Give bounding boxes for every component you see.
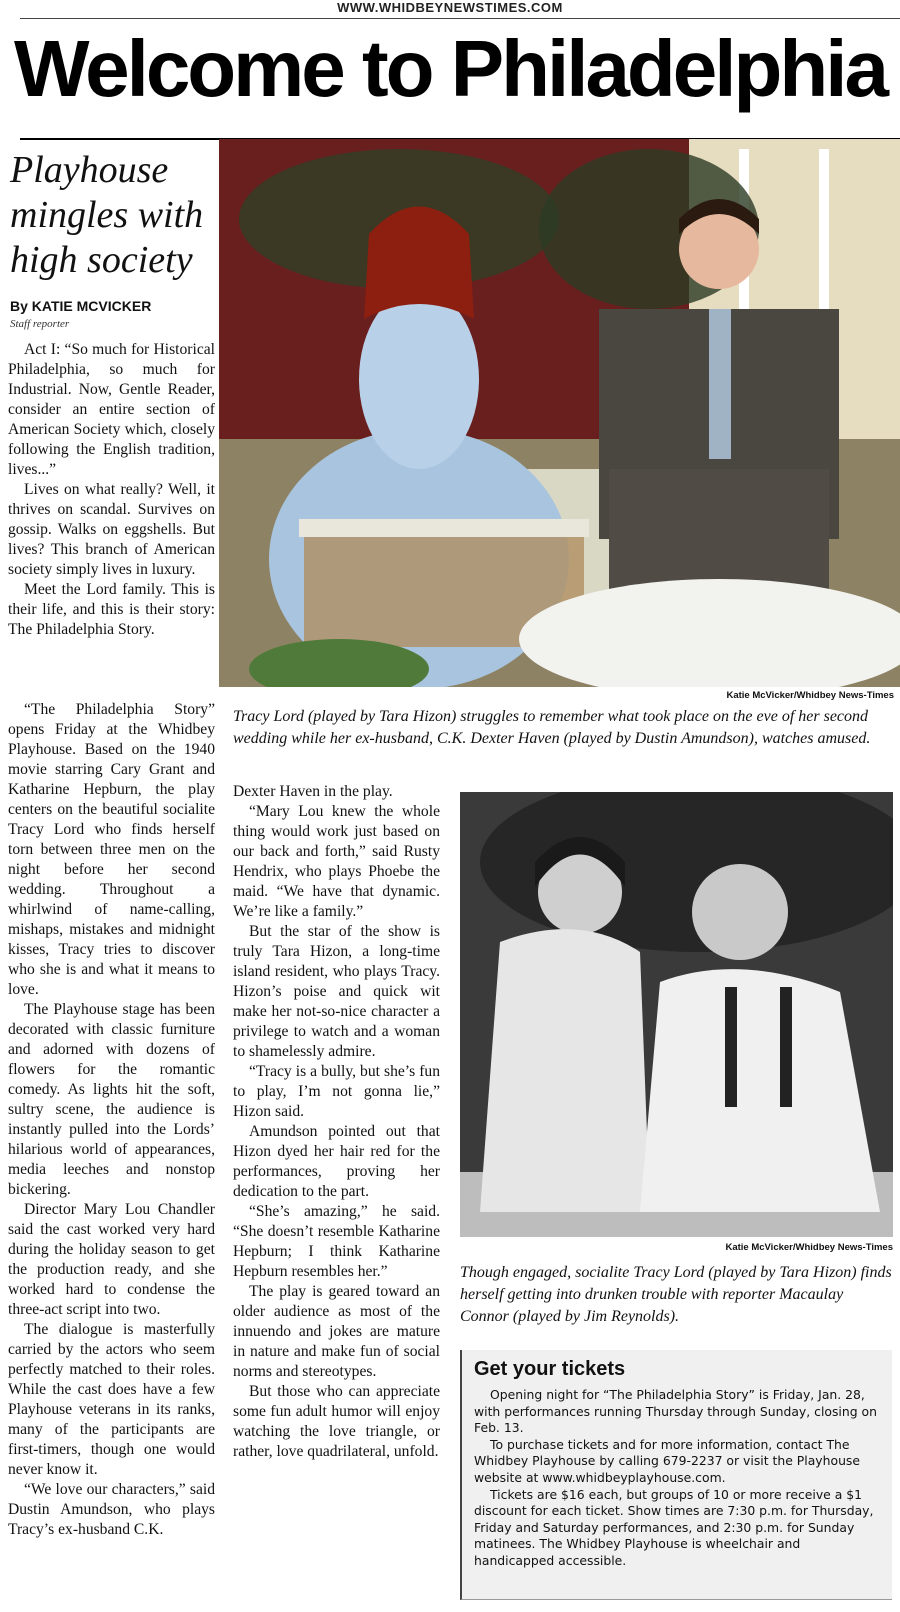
- paragraph: “We love our characters,” said Dustin Amundson, who plays Tracy’s ex-husband C.K.: [8, 1481, 215, 1538]
- tickets-paragraph: Opening night for “The Philadelphia Story” is Friday, Jan. 28, with performances running Thursday through Sunday, closing on Feb. 13.: [474, 1387, 877, 1436]
- tickets-paragraph: Tickets are $16 each, but groups of 10 or more receive a $1 discount for each ticket. Show times are 7:30 p.m. for Thursday, Friday and Saturday performances, and 2:30 p.m. for Sunday matinees. The Whidbey Playhouse is wheelchair and handicapped accessible.: [474, 1486, 874, 1568]
- site-url: WWW.WHIDBEYNEWSTIMES.COM: [337, 0, 563, 15]
- photo-credit: Katie McVicker/Whidbey News-Times: [725, 1242, 893, 1253]
- stage-photo-color: [219, 139, 900, 687]
- paragraph: “Tracy is a bully, but she’s fun to play, I’m not gonna lie,” Hizon said.: [233, 1063, 440, 1120]
- stage-photo-bw: [460, 792, 893, 1237]
- kicker: Playhouse mingles with high society: [10, 149, 204, 281]
- article-column-2: [233, 782, 440, 1462]
- paragraph: Meet the Lord family. This is their life, and this is their story: The Philadelphia Story.: [8, 581, 215, 638]
- paragraph: “The Philadelphia Story” opens Friday at the Whidbey Playhouse. Based on the 1940 movie starring Cary Grant and Katharine Hepburn, the play centers on the beautiful socialite Tracy Lord who finds herself torn between three men on the night before her second wedding. Throughout a whirlwind of name-calling, mishaps, mistakes and midnight kisses, Tracy tries to discover who she is and what it means to love.: [8, 701, 215, 998]
- paragraph: Director Mary Lou Chandler said the cast worked very hard during the holiday season to get the production ready, and she worked hard to condense the three-act script into two.: [8, 1201, 215, 1318]
- paragraph: The play is geared toward an older audience as most of the innuendo and jokes are mature in nature and make fun of social norms and stereotypes.: [233, 1283, 440, 1380]
- photo-caption: Tracy Lord (played by Tara Hizon) struggles to remember what took place on the eve of her second wedding while her ex-husband, C.K. Dexter Haven (played by Dustin Amundson), watches amused.: [233, 708, 871, 747]
- tickets-info-box: [460, 1350, 892, 1600]
- paragraph: “She’s amazing,” he said. “She doesn’t resemble Katharine Hepburn; I think Katharine Hepburn resembles her.”: [233, 1203, 440, 1280]
- tickets-paragraph: To purchase tickets and for more information, contact The Whidbey Playhouse by calling 679-2237 or visit the Playhouse website at www.whidbeyplayhouse.com.: [474, 1436, 860, 1485]
- paragraph: The Playhouse stage has been decorated with classic furniture and adorned with dozens of flowers for the romantic comedy. As lights hit the soft, sultry scene, the audience is instantly pulled into the Lords’ hilarious world of appearances, media leeches and nonstop bickering.: [8, 1001, 215, 1198]
- article-column-1-top: [8, 340, 215, 640]
- article-column-1-bottom: [8, 700, 215, 1540]
- paragraph: But the star of the show is truly Tara Hizon, a long-time island resident, who plays Tracy. Hizon’s poise and quick wit make her not-so-nice character a privilege to watch and a woman to shamelessly admire.: [233, 923, 440, 1060]
- paragraph: But those who can appreciate some fun adult humor will enjoy watching the love triangle, or rather, love quadrilateral, unfold.: [233, 1383, 440, 1460]
- paragraph: The dialogue is masterfully carried by the actors who seem perfectly matched to their roles. While the cast does have a few Playhouse veterans in its ranks, many of the participants are first-timers, though one would never know it.: [8, 1321, 215, 1478]
- photo-caption: Though engaged, socialite Tracy Lord (played by Tara Hizon) finds herself getting into drunken trouble with reporter Macaulay Connor (played by Jim Reynolds).: [460, 1264, 892, 1325]
- byline: By KATIE MCVICKER: [10, 298, 152, 314]
- headline: Welcome to Philadelphia: [14, 24, 886, 113]
- paragraph: Amundson pointed out that Hizon dyed her hair red for the performances, proving her dedication to the part.: [233, 1123, 440, 1200]
- tickets-heading: Get your tickets: [474, 1358, 626, 1380]
- paragraph: “Mary Lou knew the whole thing would work just based on our back and forth,” said Rusty Hendrix, who plays Phoebe the maid. “We have that dynamic. We’re like a family.”: [233, 803, 440, 920]
- paragraph: Dexter Haven in the play.: [233, 783, 393, 800]
- paragraph: Act I: “So much for Historical Philadelphia, so much for Industrial. Now, Gentle Reader, consider an entire section of American Society which, closely following the English tradition, lives...”: [8, 341, 215, 478]
- byline-role: Staff reporter: [10, 318, 70, 330]
- paragraph: Lives on what really? Well, it thrives on scandal. Survives on gossip. Walks on eggshells. But lives? This branch of American society simply lives in luxury.: [8, 481, 215, 578]
- photo-credit: Katie McVicker/Whidbey News-Times: [726, 690, 894, 701]
- stage-photo-illustration: [219, 139, 900, 687]
- stage-photo-bw-illustration: [460, 792, 893, 1237]
